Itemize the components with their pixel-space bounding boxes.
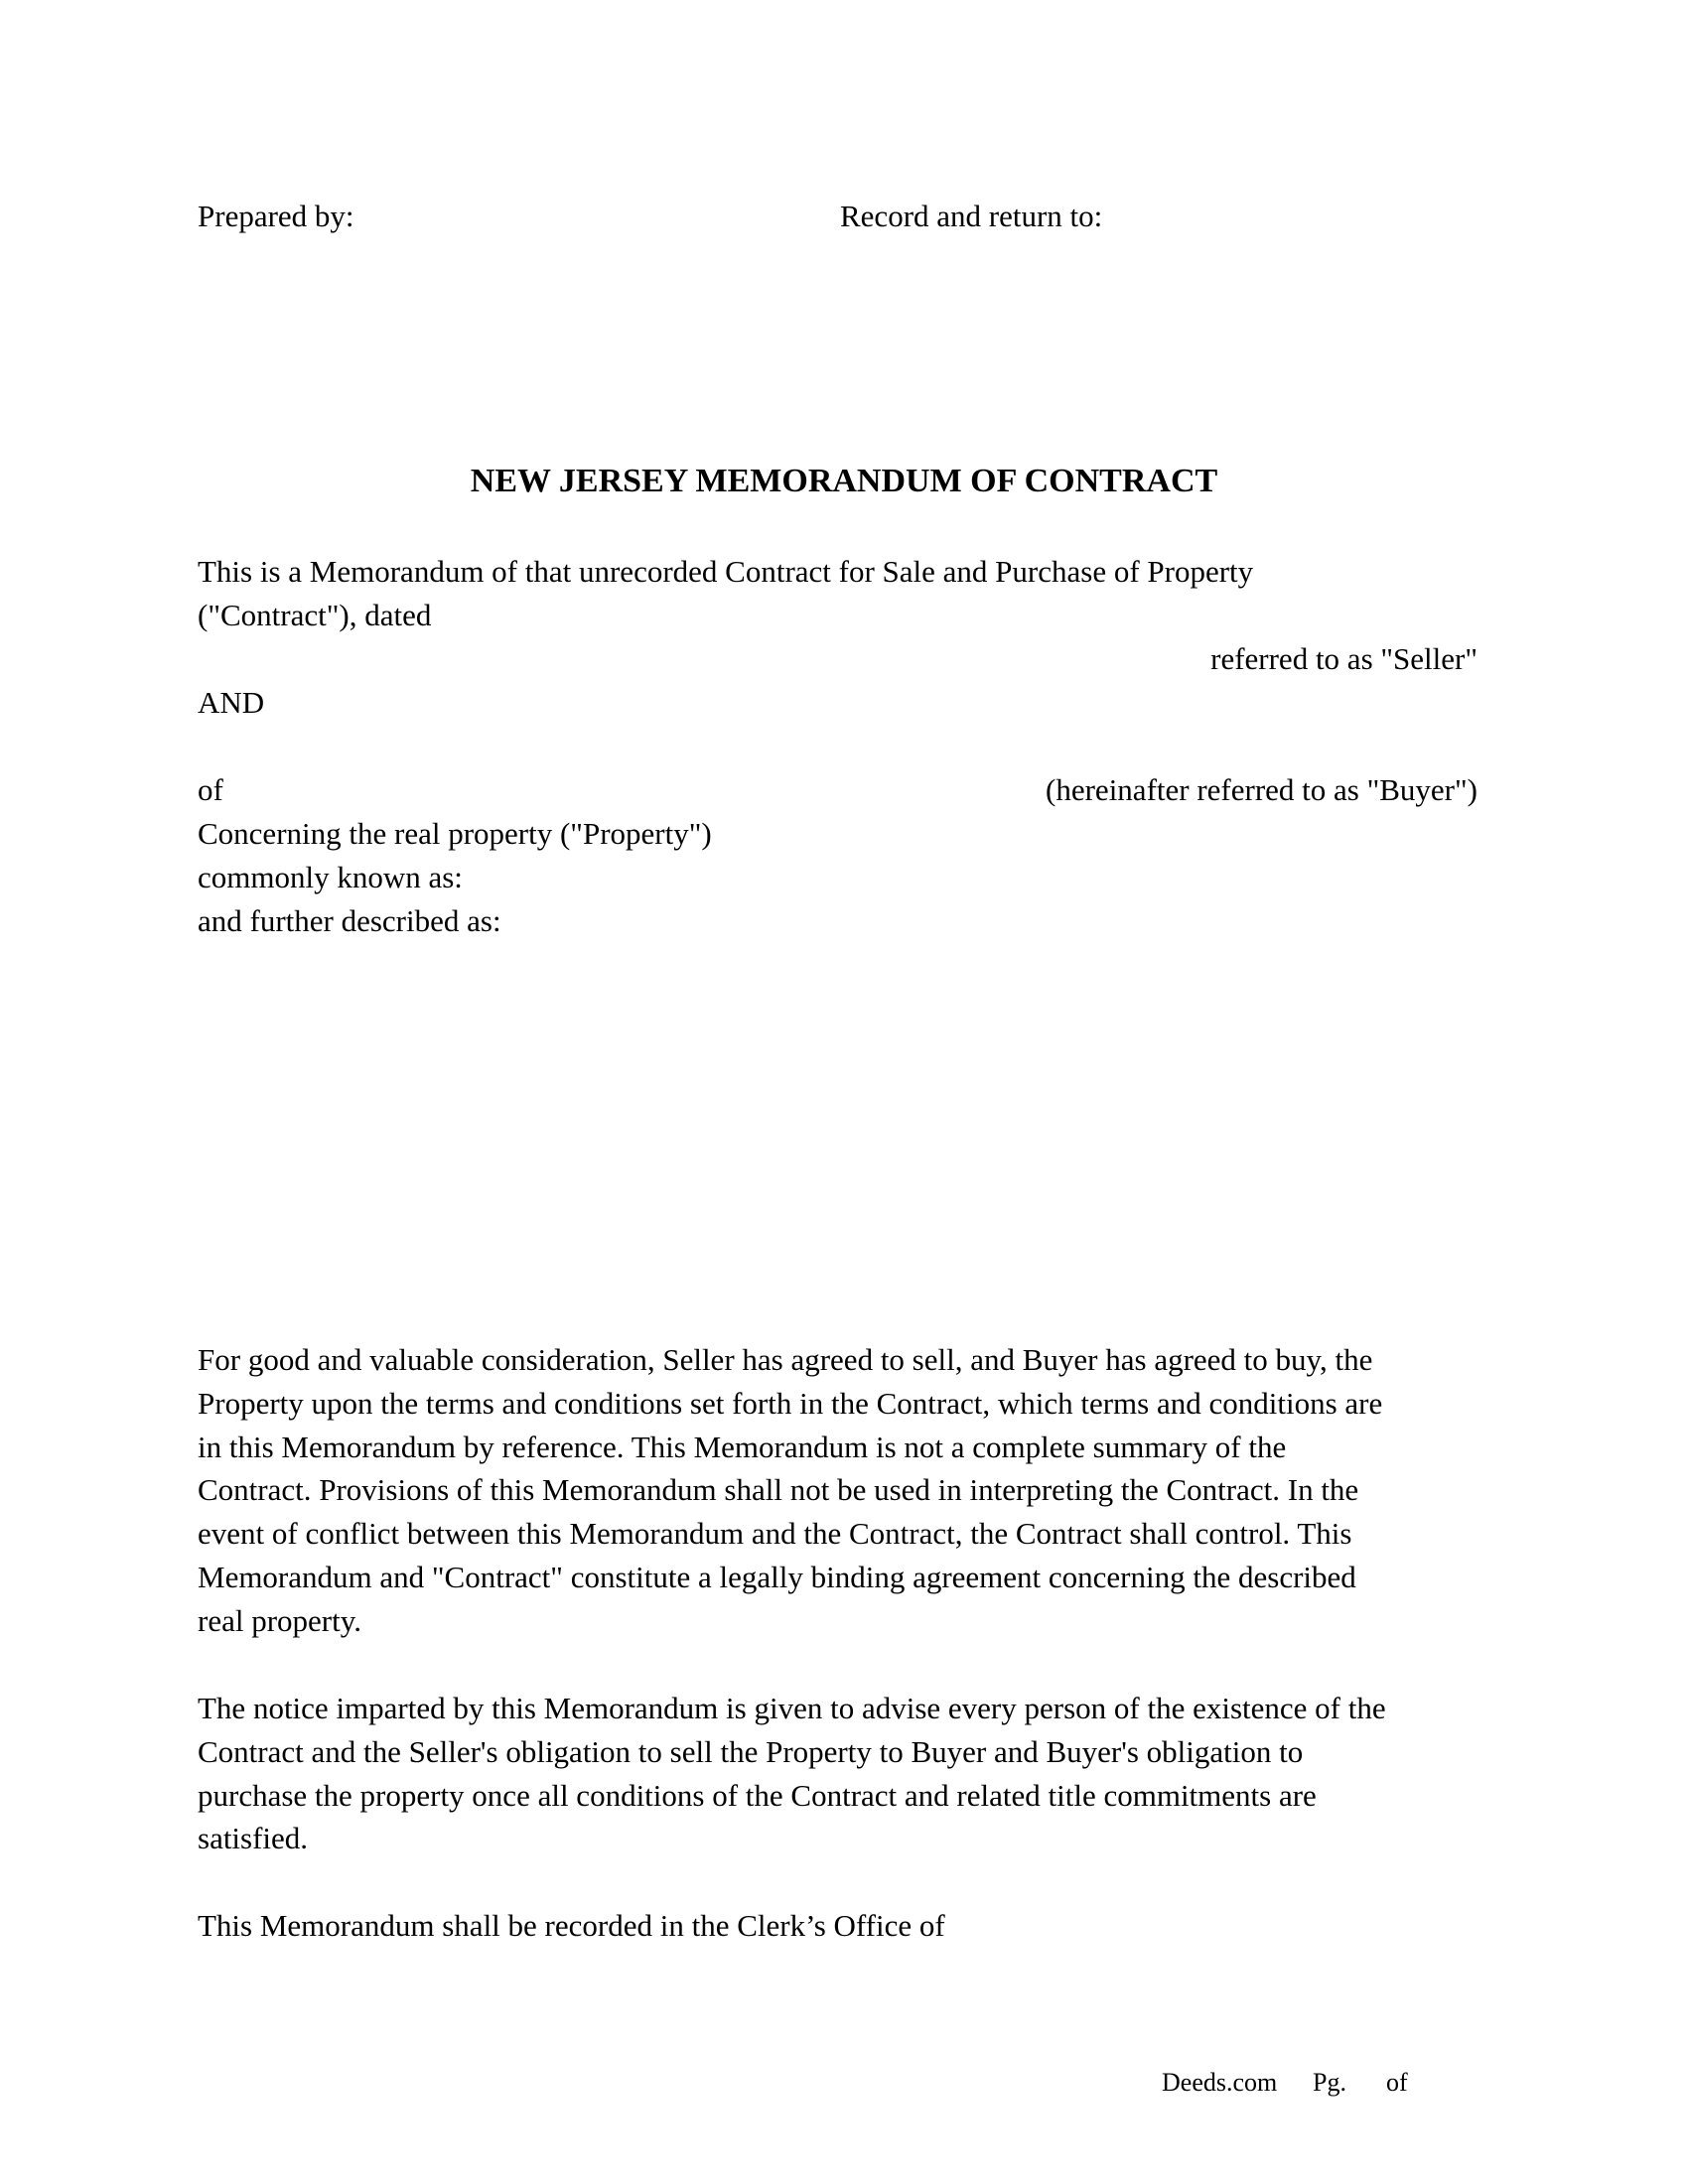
consideration-paragraph — [198, 1338, 1498, 1643]
paragraph-line: real property. — [198, 1602, 361, 1638]
further-described-as: and further described as: — [198, 903, 501, 938]
footer-page-label: Pg. — [1313, 2068, 1346, 2097]
footer-site: Deeds.com — [1162, 2068, 1278, 2097]
record-return-label: Record and return to: — [840, 199, 1103, 233]
seller-reference: referred to as "Seller" — [1210, 641, 1477, 676]
paragraph-line: in this Memorandum by reference. This Memorandum is not a complete summary of the — [198, 1429, 1287, 1464]
and-separator: AND — [198, 685, 265, 720]
footer-of-label: of — [1386, 2068, 1408, 2097]
intro-line-2: ("Contract"), dated — [198, 598, 432, 632]
paragraph-line: Contract. Provisions of this Memorandum shall not be used in interpreting the Contract. In the — [198, 1472, 1359, 1508]
prepared-by-label: Prepared by: — [198, 199, 354, 233]
paragraph-line: satisfied. — [198, 1821, 309, 1856]
concerning-property: Concerning the real property ("Property") — [198, 816, 712, 851]
intro-line-1: This is a Memorandum of that unrecorded Contract for Sale and Purchase of Property — [198, 554, 1254, 589]
paragraph-line: Memorandum and "Contract" constitute a legally binding agreement concerning the described — [198, 1559, 1356, 1594]
paragraph-line: event of conflict between this Memorandum and the Contract, the Contract shall control. This — [198, 1516, 1352, 1552]
paragraph-line: Property upon the terms and conditions set forth in the Contract, which terms and conditions are — [198, 1385, 1383, 1421]
paragraph-line: purchase the property once all conditions of the Contract and related title commitments are — [198, 1777, 1317, 1813]
of-label: of — [198, 772, 223, 807]
paragraph-line: The notice imparted by this Memorandum is given to advise every person of the existence of the — [198, 1691, 1386, 1725]
commonly-known-as: commonly known as: — [198, 860, 463, 894]
notice-paragraph — [198, 1687, 1498, 1860]
buyer-reference: (hereinafter referred to as "Buyer") — [1046, 772, 1477, 807]
paragraph-line: Contract and the Seller's obligation to sell the Property to Buyer and Buyer's obligation to — [198, 1733, 1304, 1769]
recorded-clerk-office: This Memorandum shall be recorded in the Clerk’s Office of — [198, 1908, 945, 1943]
page-title: NEW JERSEY MEMORANDUM OF CONTRACT — [470, 463, 1218, 499]
paragraph-line: For good and valuable consideration, Seller has agreed to sell, and Buyer has agreed to buy, the — [198, 1342, 1373, 1377]
